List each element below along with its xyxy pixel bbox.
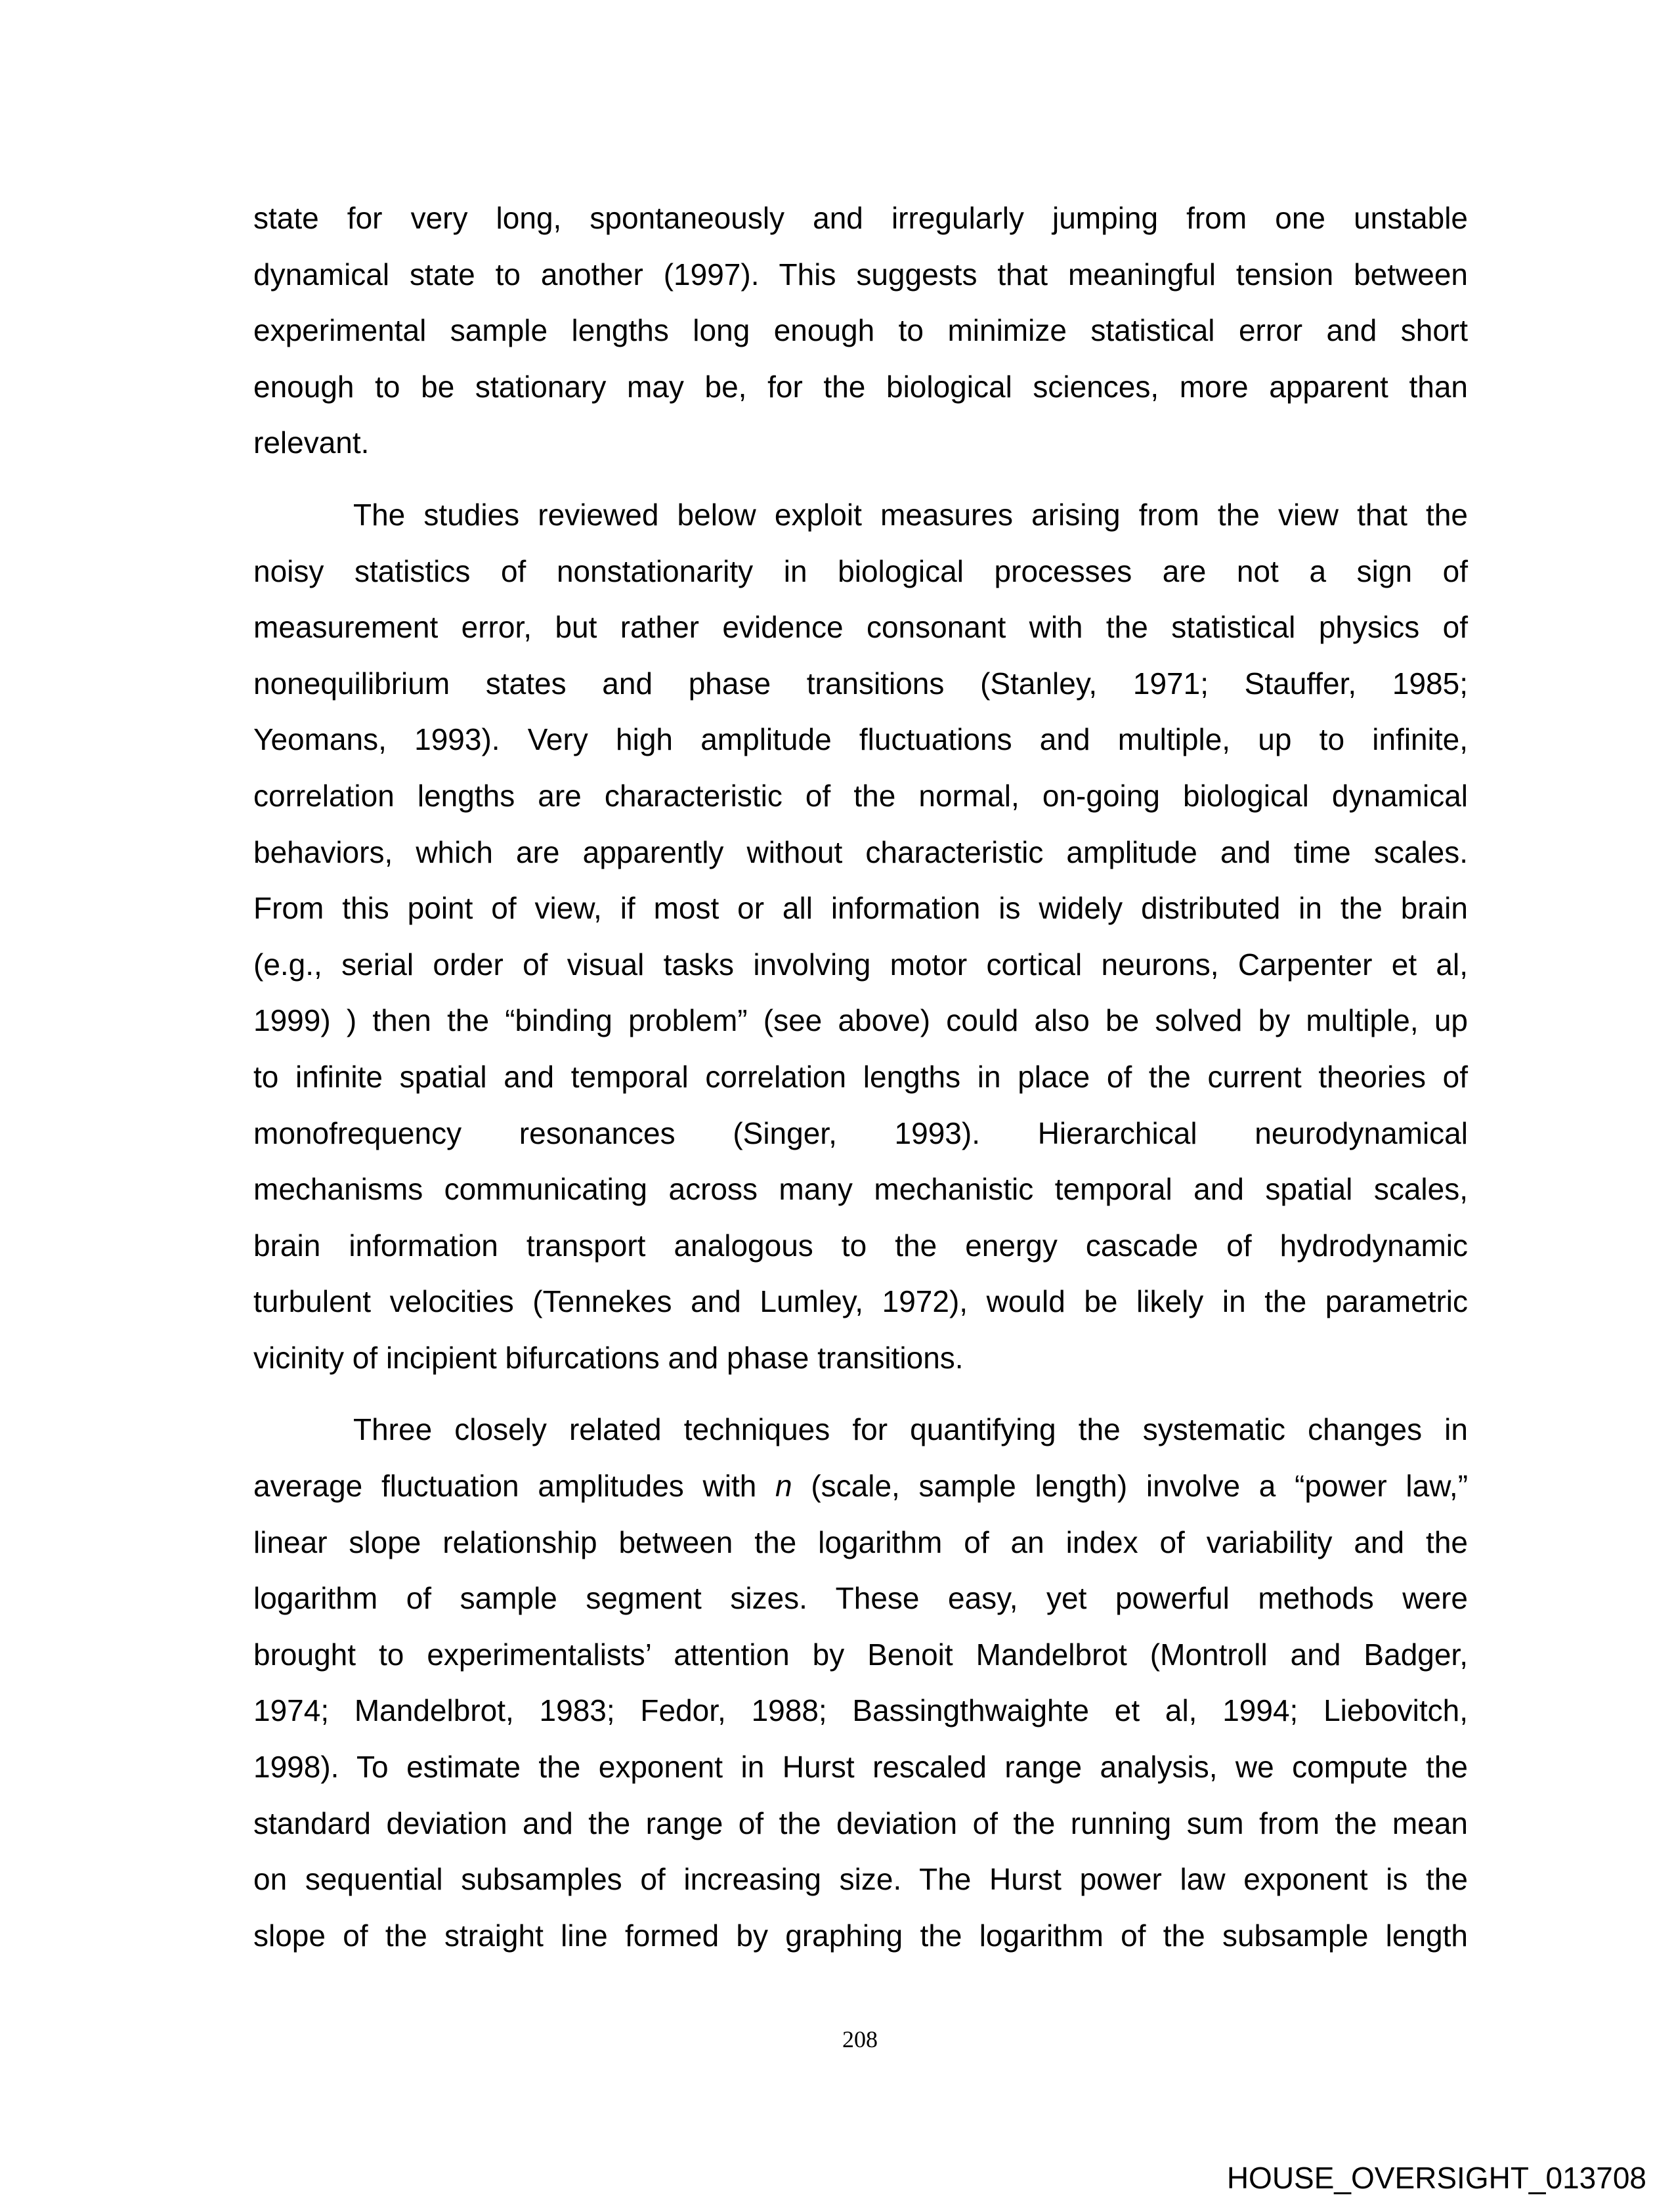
text-line: standard deviation and the range of the deviation of the running sum from the mean xyxy=(253,1806,1468,1840)
text-fragment: (scale, sample length) involve a “power law,” xyxy=(792,1469,1469,1504)
paragraph-1 xyxy=(253,190,1468,471)
text-line: slope of the straight line formed by graphing the logarithm of the subsample length xyxy=(253,1918,1468,1953)
text-line: linear slope relationship between the logarithm of an index of variability and the xyxy=(253,1525,1468,1559)
text-line: on sequential subsamples of increasing size. The Hurst power law exponent is the xyxy=(253,1862,1468,1897)
text-line: dynamical state to another (1997). This suggests that meaningful tension between xyxy=(253,257,1468,292)
text-line: 1998). To estimate the exponent in Hurst rescaled range analysis, we compute the xyxy=(253,1750,1468,1785)
text-line: The studies reviewed below exploit measures arising from the view that the xyxy=(353,497,1468,532)
page-number: 208 xyxy=(842,2026,878,2052)
bates-stamp: HOUSE_OVERSIGHT_013708 xyxy=(1226,2161,1646,2195)
text-line: enough to be stationary may be, for the biological sciences, more apparent than xyxy=(253,369,1468,404)
text-line: turbulent velocities (Tennekes and Lumley, 1972), would be likely in the parametric xyxy=(253,1284,1468,1319)
text-line: mechanisms communicating across many mechanistic temporal and spatial scales, xyxy=(253,1172,1468,1207)
italic-variable-n: n xyxy=(775,1469,792,1504)
text-line: correlation lengths are characteristic of the normal, on-going biological dynamical xyxy=(253,778,1468,813)
text-line-with-italic xyxy=(253,1458,1468,1515)
text-line: vicinity of incipient bifurcations and phase transitions. xyxy=(253,1340,964,1375)
text-line: 1974; Mandelbrot, 1983; Fedor, 1988; Bassingthwaighte et al, 1994; Liebovitch, xyxy=(253,1693,1468,1728)
text-line: noisy statistics of nonstationarity in biological processes are not a sign of xyxy=(253,553,1468,588)
text-line: From this point of view, if most or all information is widely distributed in the brain xyxy=(253,891,1468,926)
text-line: relevant. xyxy=(253,425,370,460)
text-line: brought to experimentalists’ attention by Benoit Mandelbrot (Montroll and Badger, xyxy=(253,1637,1468,1672)
text-fragment: average fluctuation amplitudes with xyxy=(253,1469,776,1504)
paragraph-2 xyxy=(253,487,1468,1387)
text-line: 1999) ) then the “binding problem” (see above) could also be solved by multiple, up xyxy=(253,1003,1468,1038)
text-line: brain information transport analogous to the energy cascade of hydrodynamic xyxy=(253,1228,1468,1263)
text-line: Three closely related techniques for quantifying the systematic changes in xyxy=(353,1412,1468,1447)
text-line: experimental sample lengths long enough to minimize statistical error and short xyxy=(253,313,1468,348)
text-line: measurement error, but rather evidence consonant with the statistical physics of xyxy=(253,610,1468,645)
text-line: (e.g., serial order of visual tasks involving motor cortical neurons, Carpenter et al, xyxy=(253,947,1468,982)
text-line: state for very long, spontaneously and irregularly jumping from one unstable xyxy=(253,201,1468,235)
text-line: logarithm of sample segment sizes. These easy, yet powerful methods were xyxy=(253,1581,1468,1616)
text-line: nonequilibrium states and phase transitions (Stanley, 1971; Stauffer, 1985; xyxy=(253,666,1468,701)
text-line: Yeomans, 1993). Very high amplitude fluctuations and multiple, up to infinite, xyxy=(253,722,1468,757)
text-line: behaviors, which are apparently without characteristic amplitude and time scales. xyxy=(253,835,1468,869)
paragraph-3 xyxy=(253,1402,1468,1964)
text-line: monofrequency resonances (Singer, 1993). Hierarchical neurodynamical xyxy=(253,1116,1468,1150)
document-body xyxy=(253,190,1468,1964)
text-line: to infinite spatial and temporal correlation lengths in place of the current theories of xyxy=(253,1059,1468,1094)
